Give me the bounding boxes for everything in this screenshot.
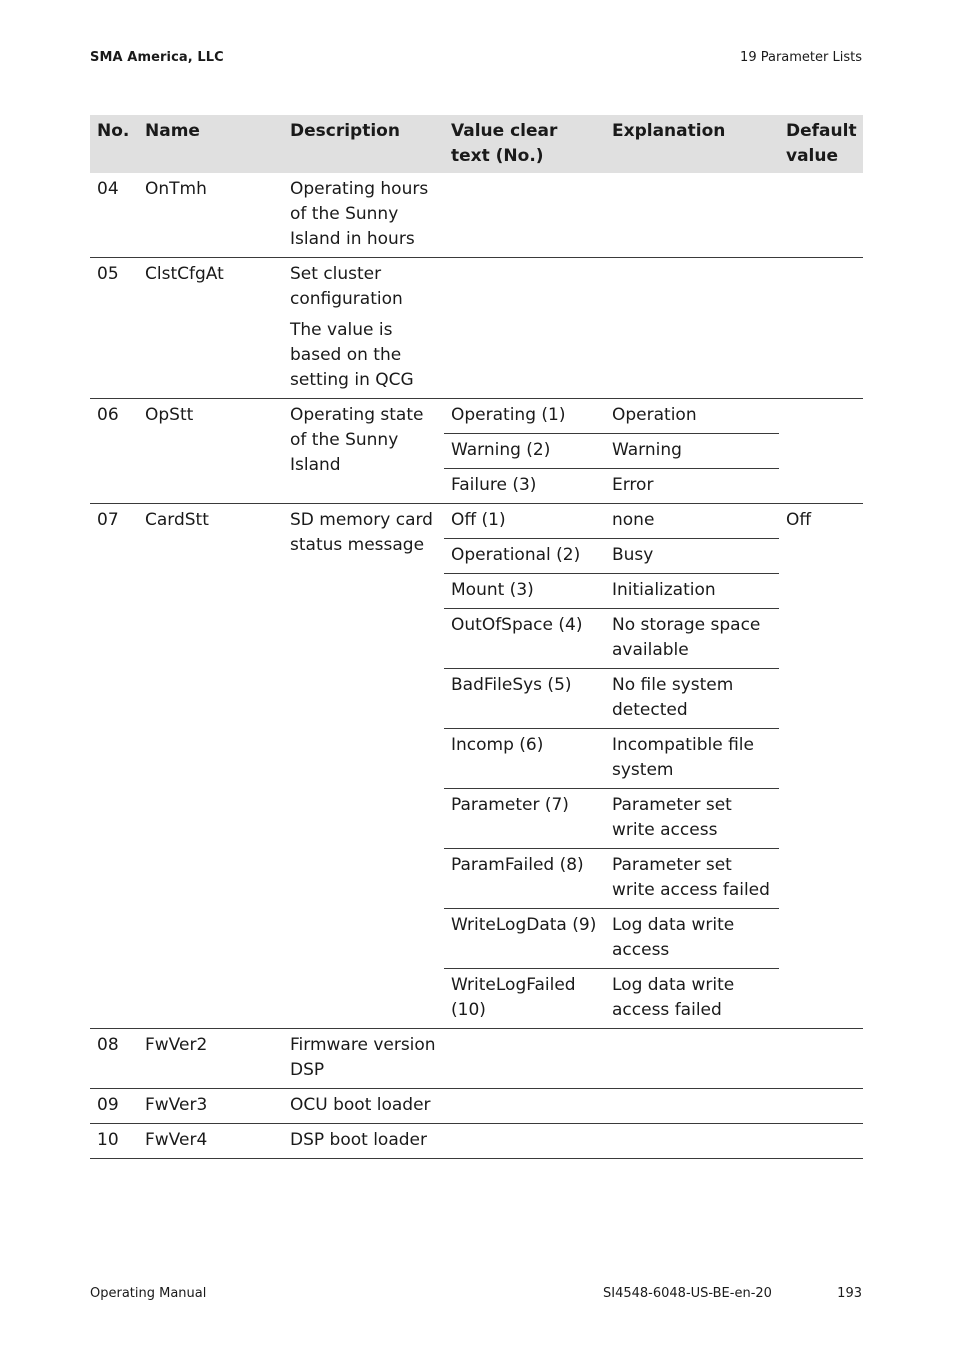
param-description [283, 1124, 444, 1159]
value-clear-text: Mount (3) [444, 574, 605, 609]
description-text: Firmware version DSP [290, 1035, 436, 1080]
description-text: Operating hours of the Sunny Island in hours [290, 179, 429, 249]
description-note: The value is based on the setting in QCG [290, 320, 414, 390]
value-explanation: No file system detected [605, 669, 779, 729]
param-no: 05 [90, 258, 138, 399]
value-clear-text: Warning (2) [444, 434, 605, 469]
param-name: FwVer3 [138, 1089, 283, 1124]
param-description [283, 1089, 444, 1124]
table-row [90, 173, 863, 258]
value-clear-text: Operating (1) [444, 399, 605, 434]
description-text: OCU boot loader [290, 1095, 431, 1115]
column-header-explanation: Explanation [605, 115, 779, 173]
value-explanation: none [605, 504, 779, 539]
description-text: SD memory card status message [290, 510, 433, 555]
value-clear-text: WriteLogData (9) [444, 909, 605, 969]
param-name: FwVer2 [138, 1029, 283, 1089]
param-no: 10 [90, 1124, 138, 1159]
default-value: Off [779, 504, 863, 1029]
param-description [283, 504, 444, 1029]
value-clear-text: Failure (3) [444, 469, 605, 504]
page-number: 193 [837, 1286, 862, 1301]
value-explanation: No storage space available [605, 609, 779, 669]
value-clear-text: Parameter (7) [444, 789, 605, 849]
table-row [90, 399, 863, 434]
value-explanation: Log data write access [605, 909, 779, 969]
document-code: SI4548-6048-US-BE-en-20 [603, 1286, 772, 1301]
table-row [90, 258, 863, 399]
value-explanation: Parameter set write access [605, 789, 779, 849]
value-clear-text: BadFileSys (5) [444, 669, 605, 729]
value-explanation: Parameter set write access failed [605, 849, 779, 909]
param-description [283, 399, 444, 504]
description-text: Operating state of the Sunny Island [290, 405, 424, 475]
value-explanation: Initialization [605, 574, 779, 609]
value-clear-text: WriteLogFailed (10) [444, 969, 605, 1029]
column-header-name: Name [138, 115, 283, 173]
param-no: 04 [90, 173, 138, 258]
param-no: 08 [90, 1029, 138, 1089]
value-explanation: Log data write access failed [605, 969, 779, 1029]
table-row [90, 1124, 863, 1159]
value-clear-text: Operational (2) [444, 539, 605, 574]
value-explanation: Incompatible file system [605, 729, 779, 789]
table-header [90, 115, 863, 173]
document-type: Operating Manual [90, 1286, 207, 1301]
value-clear-text: OutOfSpace (4) [444, 609, 605, 669]
section-title: 19 Parameter Lists [740, 50, 862, 65]
param-name: OpStt [138, 399, 283, 504]
param-no: 09 [90, 1089, 138, 1124]
column-header-default-value: Default value [779, 115, 863, 173]
parameter-table [90, 115, 863, 1159]
value-explanation: Operation [605, 399, 779, 434]
value-explanation: Warning [605, 434, 779, 469]
param-name: OnTmh [138, 173, 283, 258]
param-name: CardStt [138, 504, 283, 1029]
param-description [283, 173, 444, 258]
default-value [779, 399, 863, 504]
table-row [90, 1089, 863, 1124]
column-header-value-clear-text: Value clear text (No.) [444, 115, 605, 173]
description-text: Set cluster configuration [290, 264, 403, 309]
table-row [90, 1029, 863, 1089]
value-clear-text: Incomp (6) [444, 729, 605, 789]
description-text: DSP boot loader [290, 1130, 427, 1150]
value-clear-text: Off (1) [444, 504, 605, 539]
param-no: 06 [90, 399, 138, 504]
value-explanation: Error [605, 469, 779, 504]
param-description [283, 258, 444, 399]
param-name: FwVer4 [138, 1124, 283, 1159]
column-header-no: No. [90, 115, 138, 173]
param-description [283, 1029, 444, 1089]
table-row [90, 504, 863, 539]
param-name: ClstCfgAt [138, 258, 283, 399]
column-header-description: Description [283, 115, 444, 173]
value-explanation: Busy [605, 539, 779, 574]
value-clear-text: ParamFailed (8) [444, 849, 605, 909]
company-name: SMA America, LLC [90, 50, 224, 65]
param-no: 07 [90, 504, 138, 1029]
